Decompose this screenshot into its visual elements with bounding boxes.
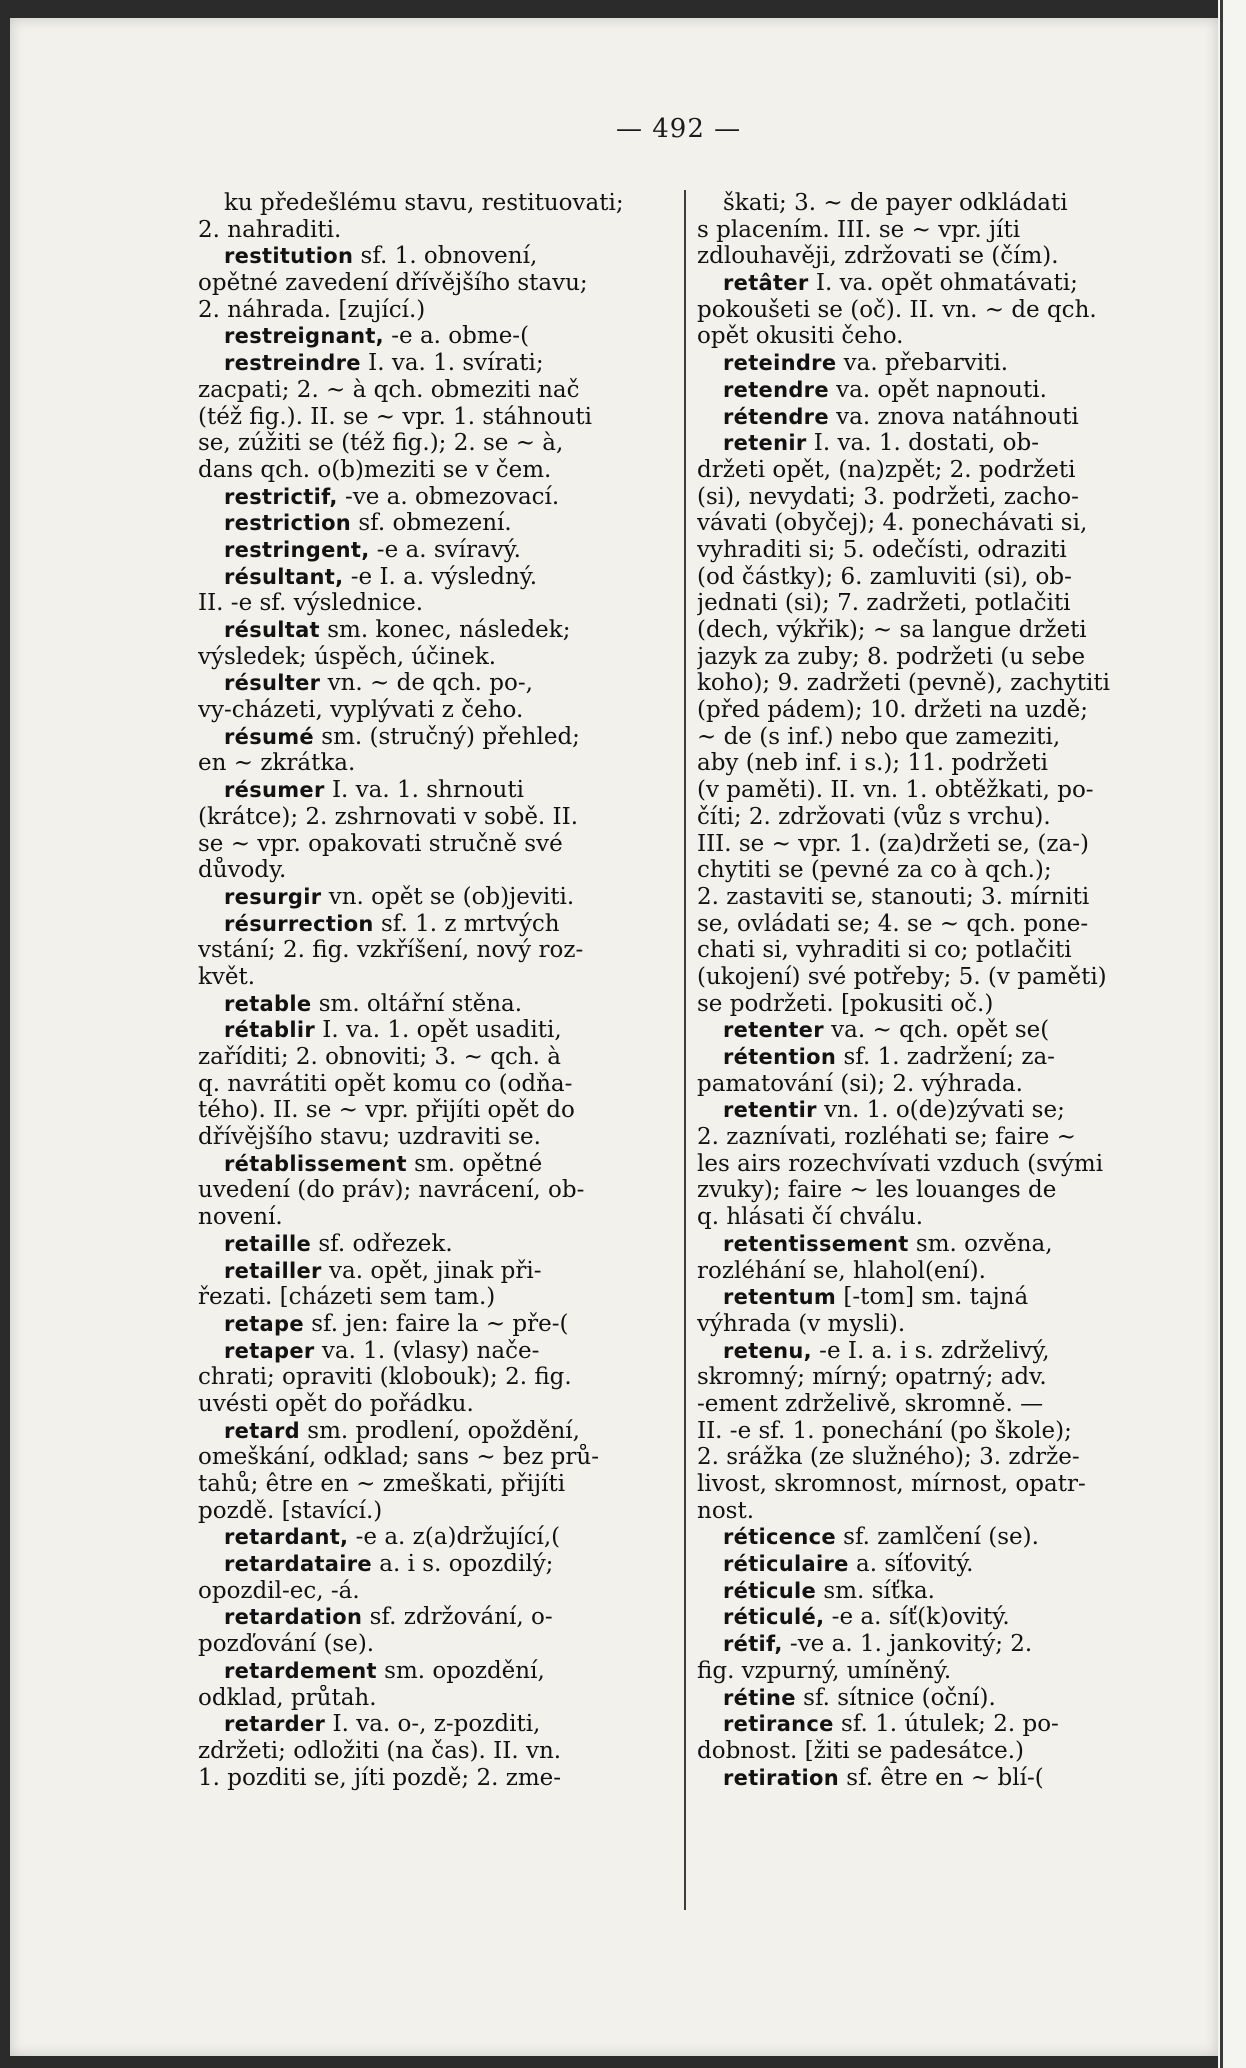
entry-line: chytiti se (pevné za co à qch.); <box>697 857 1052 884</box>
entry-line: resurgir vn. opět se (ob)jeviti. <box>224 883 575 910</box>
entry-line: retape sf. jen: faire la ~ pře-( <box>224 1310 569 1337</box>
entry-line: retendre va. opět napnouti. <box>723 376 1047 403</box>
entry-line: koho); 9. zadržeti (pevně), zachytiti <box>697 670 1110 697</box>
entry-line: retenu, -e I. a. i s. zdrželivý, <box>723 1337 1050 1364</box>
dictionary-entry <box>198 884 673 911</box>
dictionary-entry <box>198 1258 673 1311</box>
entry-line: zvuky); faire ~ les louanges de <box>697 1177 1057 1204</box>
entry-line: ku předešlému stavu, restituovati; <box>224 190 624 216</box>
entry-line: opětné zavedení dřívějšího stavu; <box>198 270 588 297</box>
entry-line: retarder I. va. o-, z-pozditi, <box>224 1711 541 1738</box>
dictionary-entry <box>697 430 1172 1017</box>
dictionary-entry <box>697 1524 1172 1551</box>
entry-line: rétine sf. sítnice (oční). <box>723 1684 996 1711</box>
entry-line: rétendre va. znova natáhnouti <box>723 403 1079 430</box>
dictionary-entry <box>697 1097 1172 1230</box>
entry-line: résumer I. va. 1. shrnouti <box>224 777 524 804</box>
dictionary-entry <box>697 1044 1172 1097</box>
dictionary-entry <box>198 1151 673 1231</box>
dictionary-entry <box>198 991 673 1018</box>
dictionary-page <box>10 18 1218 2056</box>
entry-line: pamatování (si); 2. výhrada. <box>697 1070 1023 1097</box>
entry-line: se, ovládati se; 4. se ~ qch. pone- <box>697 910 1089 937</box>
entry-line: restreindre I. va. 1. svírati; <box>224 350 544 377</box>
entry-line: 2. zastaviti se, stanouti; 3. mírniti <box>697 883 1090 910</box>
entry-line: řezati. [cházeti sem tam.) <box>198 1284 496 1311</box>
entry-line: výhrada (v mysli). <box>697 1310 906 1337</box>
entry-line: jazyk za zuby; 8. podržeti (u sebe <box>697 643 1086 670</box>
entry-line: II. -e sf. výslednice. <box>198 590 424 617</box>
entry-line: réticulé, -e a. síť(k)ovitý. <box>723 1604 1010 1631</box>
entry-line: rétablir I. va. 1. opět usaditi, <box>224 1017 562 1044</box>
dictionary-entry <box>198 350 673 483</box>
entry-line: 2. nahraditi. <box>198 216 342 243</box>
dictionary-entry <box>198 510 673 537</box>
entry-line: uvésti opět do pořádku. <box>198 1390 474 1417</box>
entry-line: retaper va. 1. (vlasy) nače- <box>224 1337 540 1364</box>
dictionary-entry <box>697 1338 1172 1525</box>
entry-line: 2. náhrada. [zující.) <box>198 296 426 323</box>
entry-line: držeti opět, (na)zpět; 2. podržeti <box>697 456 1076 483</box>
entry-line: q. hlásati čí chválu. <box>697 1204 924 1231</box>
entry-line: restrictif, -ve a. obmezovací. <box>224 483 560 510</box>
dictionary-entry <box>198 537 673 564</box>
entry-line: (krátce); 2. zshrnovati v sobě. II. <box>198 803 579 830</box>
entry-line: tého). II. se ~ vpr. přijíti opět do <box>198 1097 575 1124</box>
entry-line: se podržeti. [pokusiti oč.) <box>697 990 994 1017</box>
dictionary-entry <box>697 377 1172 404</box>
left-column <box>198 190 673 1791</box>
entry-line: aby (neb inf. i s.); 11. podržeti <box>697 750 1048 777</box>
dictionary-entry <box>198 724 673 777</box>
entry-line: (ukojení) své potřeby; 5. (v paměti) <box>697 963 1107 990</box>
entry-line: retenir I. va. 1. dostati, ob- <box>723 430 1039 457</box>
entry-line: skromný; mírný; opatrný; adv. <box>697 1364 1047 1391</box>
entry-line: -ement zdrželivě, skromně. — <box>697 1390 1044 1417</box>
page-number: — 492 — <box>616 114 742 144</box>
entry-line: retailler va. opět, jinak při- <box>224 1257 542 1284</box>
entry-line: s placením. III. se ~ vpr. jíti <box>697 216 1021 243</box>
dictionary-entry <box>198 1311 673 1338</box>
dictionary-entry <box>697 1551 1172 1578</box>
entry-line: livost, skromnost, mírnost, opatr- <box>697 1471 1086 1497</box>
entry-line: škati; 3. ~ de payer odkládati <box>723 190 1068 216</box>
entry-line: retardation sf. zdržování, o- <box>224 1604 553 1631</box>
entry-line: rétention sf. 1. zadržení; za- <box>723 1044 1055 1070</box>
dictionary-entry <box>198 670 673 723</box>
right-column <box>697 190 1172 1791</box>
entry-line: zdržeti; odložiti (na čas). II. vn. <box>198 1737 562 1764</box>
entry-line: vstání; 2. fig. vzkříšení, nový roz- <box>198 937 584 964</box>
dictionary-entry <box>198 617 673 670</box>
entry-line: výsledek; úspěch, účinek. <box>198 643 497 670</box>
dictionary-entry <box>198 323 673 350</box>
dictionary-entry <box>198 1231 673 1258</box>
entry-line: retaille sf. odřezek. <box>224 1230 453 1257</box>
entry-line: 2. zaznívati, rozléhati se; faire ~ <box>697 1124 1076 1151</box>
entry-line: (též fig.). II. se ~ vpr. 1. stáhnouti <box>198 403 593 430</box>
dictionary-entry <box>697 350 1172 377</box>
entry-continuation <box>697 190 1172 270</box>
entry-line: (od částky); 6. zamluviti (si), ob- <box>697 563 1072 590</box>
entry-line: résulter vn. ~ de qch. po-, <box>224 670 533 697</box>
entry-line: důvody. <box>198 857 287 884</box>
entry-line: novení. <box>198 1204 283 1231</box>
entry-line: q. navrátiti opět komu co (odňa- <box>198 1070 573 1097</box>
entry-line: en ~ zkrátka. <box>198 750 356 777</box>
entry-line: (si), nevydati; 3. podržeti, zacho- <box>697 483 1079 510</box>
entry-line: odklad, průtah. <box>198 1684 377 1711</box>
dictionary-entry <box>198 1338 673 1418</box>
entry-line: (dech, výkřik); ~ sa langue držeti <box>697 617 1087 643</box>
entry-line: réticule sm. síťka. <box>723 1577 935 1604</box>
entry-line: retiration sf. être en ~ blí-( <box>723 1764 1044 1791</box>
dictionary-entry <box>697 1284 1172 1337</box>
entry-line: rozléhání se, hlahol(ení). <box>697 1257 986 1284</box>
dictionary-entry <box>198 564 673 617</box>
entry-line: 2. srážka (ze služného); 3. zdrže- <box>697 1444 1080 1471</box>
dictionary-entry <box>697 1765 1172 1792</box>
entry-line: vávati (obyčej); 4. ponechávati si, <box>697 510 1088 537</box>
dictionary-entry <box>697 404 1172 431</box>
entry-line: (v paměti). II. vn. 1. obtěžkati, po- <box>697 777 1094 804</box>
entry-line: restitution sf. 1. obnovení, <box>224 243 538 270</box>
entry-line: rétablissement sm. opětné <box>224 1150 543 1177</box>
dictionary-entry <box>697 1231 1172 1284</box>
entry-line: vyhraditi si; 5. odečísti, odraziti <box>697 536 1067 563</box>
entry-line: III. se ~ vpr. 1. (za)držeti se, (za-) <box>697 830 1089 857</box>
dictionary-entry <box>198 911 673 991</box>
entry-line: retardant, -e a. z(a)držující,( <box>224 1524 561 1551</box>
entry-line: chati si, vyhraditi si co; potlačiti <box>697 937 1072 964</box>
dictionary-entry <box>198 1551 673 1604</box>
entry-line: les airs rozechvívati vzduch (svými <box>697 1150 1104 1177</box>
dictionary-entry <box>198 1418 673 1525</box>
entry-line: résurrection sf. 1. z mrtvých <box>224 910 560 937</box>
entry-line: nost. <box>697 1497 755 1524</box>
entry-line: reteindre va. přebarviti. <box>723 350 1009 377</box>
dictionary-entry <box>697 1685 1172 1712</box>
dictionary-entry <box>198 1711 673 1791</box>
entry-line: dobnost. [žiti se padesátce.) <box>697 1737 1025 1764</box>
dictionary-entry <box>198 1658 673 1711</box>
entry-line: retenter va. ~ qch. opět se( <box>723 1017 1050 1044</box>
entry-line: pozďování (se). <box>198 1631 375 1658</box>
entry-line: retirance sf. 1. útulek; 2. po- <box>723 1711 1059 1738</box>
entry-line: résumé sm. (stručný) přehled; <box>224 723 580 750</box>
entry-line: retentir vn. 1. o(de)zývati se; <box>723 1097 1065 1124</box>
dictionary-entry <box>697 270 1172 350</box>
dictionary-entry <box>198 484 673 511</box>
entry-line: rétif, -ve a. 1. jankovitý; 2. <box>723 1631 1033 1658</box>
entry-line: dans qch. o(b)meziti se v čem. <box>198 456 552 483</box>
dictionary-entry <box>697 1604 1172 1631</box>
entry-line: retable sm. oltářní stěna. <box>224 990 523 1017</box>
entry-line: pozdě. [stavící.) <box>198 1497 383 1524</box>
scan-edge <box>1218 0 1246 2068</box>
entry-line: pokoušeti se (oč). II. vn. ~ de qch. <box>697 296 1097 323</box>
entry-line: se, zúžiti se (též fig.); 2. se ~ à, <box>198 430 564 457</box>
entry-line: opozdil-ec, -á. <box>198 1577 360 1604</box>
entry-line: réticulaire a. síťovitý. <box>723 1551 974 1578</box>
dictionary-entry <box>697 1711 1172 1764</box>
entry-line: vy-cházeti, vyplývati z čeho. <box>198 697 524 724</box>
entry-line: uvedení (do práv); navrácení, ob- <box>198 1177 585 1204</box>
entry-line: zaříditi; 2. obnoviti; 3. ~ qch. à <box>198 1044 562 1070</box>
entry-line: zdlouhavěji, zdržovati se (čím). <box>697 243 1059 270</box>
entry-line: 1. pozditi se, jíti pozdě; 2. zme- <box>198 1764 562 1791</box>
dictionary-entry <box>198 243 673 323</box>
entry-line: ~ de (s inf.) nebo que zameziti, <box>697 723 1061 750</box>
entry-continuation <box>198 190 673 243</box>
entry-line: retentissement sm. ozvěna, <box>723 1230 1053 1257</box>
entry-line: tahů; être en ~ zmeškati, přijíti <box>198 1471 566 1497</box>
entry-line: chrati; opraviti (klobouk); 2. fig. <box>198 1364 572 1391</box>
entry-line: fig. vzpurný, umíněný. <box>697 1657 952 1684</box>
entry-line: retard sm. prodlení, opoždění, <box>224 1417 580 1444</box>
dictionary-entry <box>198 1017 673 1150</box>
entry-line: restriction sf. obmezení. <box>224 510 512 537</box>
entry-line: restreignant, -e a. obme-( <box>224 323 530 350</box>
entry-line: číti; 2. zdržovati (vůz s vrchu). <box>697 803 1051 830</box>
entry-line: résultat sm. konec, následek; <box>224 617 571 643</box>
entry-line: réticence sf. zamlčení (se). <box>723 1524 1039 1551</box>
entry-line: (před pádem); 10. držeti na uzdě; <box>697 697 1089 724</box>
entry-line: opět okusiti čeho. <box>697 323 904 350</box>
dictionary-entry <box>198 777 673 884</box>
entry-line: se ~ vpr. opakovati stručně své <box>198 830 563 857</box>
entry-line: dřívějšího stavu; uzdraviti se. <box>198 1124 541 1151</box>
entry-line: résultant, -e I. a. výsledný. <box>224 563 538 590</box>
entry-line: retâter I. va. opět ohmatávati; <box>723 270 1078 297</box>
entry-line: retardement sm. opozdění, <box>224 1657 545 1684</box>
entry-line: omeškání, odklad; sans ~ bez prů- <box>198 1444 599 1471</box>
entry-line: retardataire a. i s. opozdilý; <box>224 1551 554 1578</box>
entry-line: zacpati; 2. ~ à qch. obmeziti nač <box>198 376 580 403</box>
entry-line: retentum [-tom] sm. tajná <box>723 1284 1029 1311</box>
column-divider <box>684 190 686 1910</box>
entry-line: jednati (si); 7. zadržeti, potlačiti <box>697 590 1071 617</box>
dictionary-entry <box>697 1578 1172 1605</box>
dictionary-entry <box>198 1604 673 1657</box>
dictionary-entry <box>697 1631 1172 1684</box>
entry-line: květ. <box>198 963 256 990</box>
entry-line: restringent, -e a. svíravý. <box>224 536 521 563</box>
dictionary-entry <box>697 1017 1172 1044</box>
entry-line: II. -e sf. 1. ponechání (po škole); <box>697 1417 1072 1444</box>
dictionary-entry <box>198 1524 673 1551</box>
